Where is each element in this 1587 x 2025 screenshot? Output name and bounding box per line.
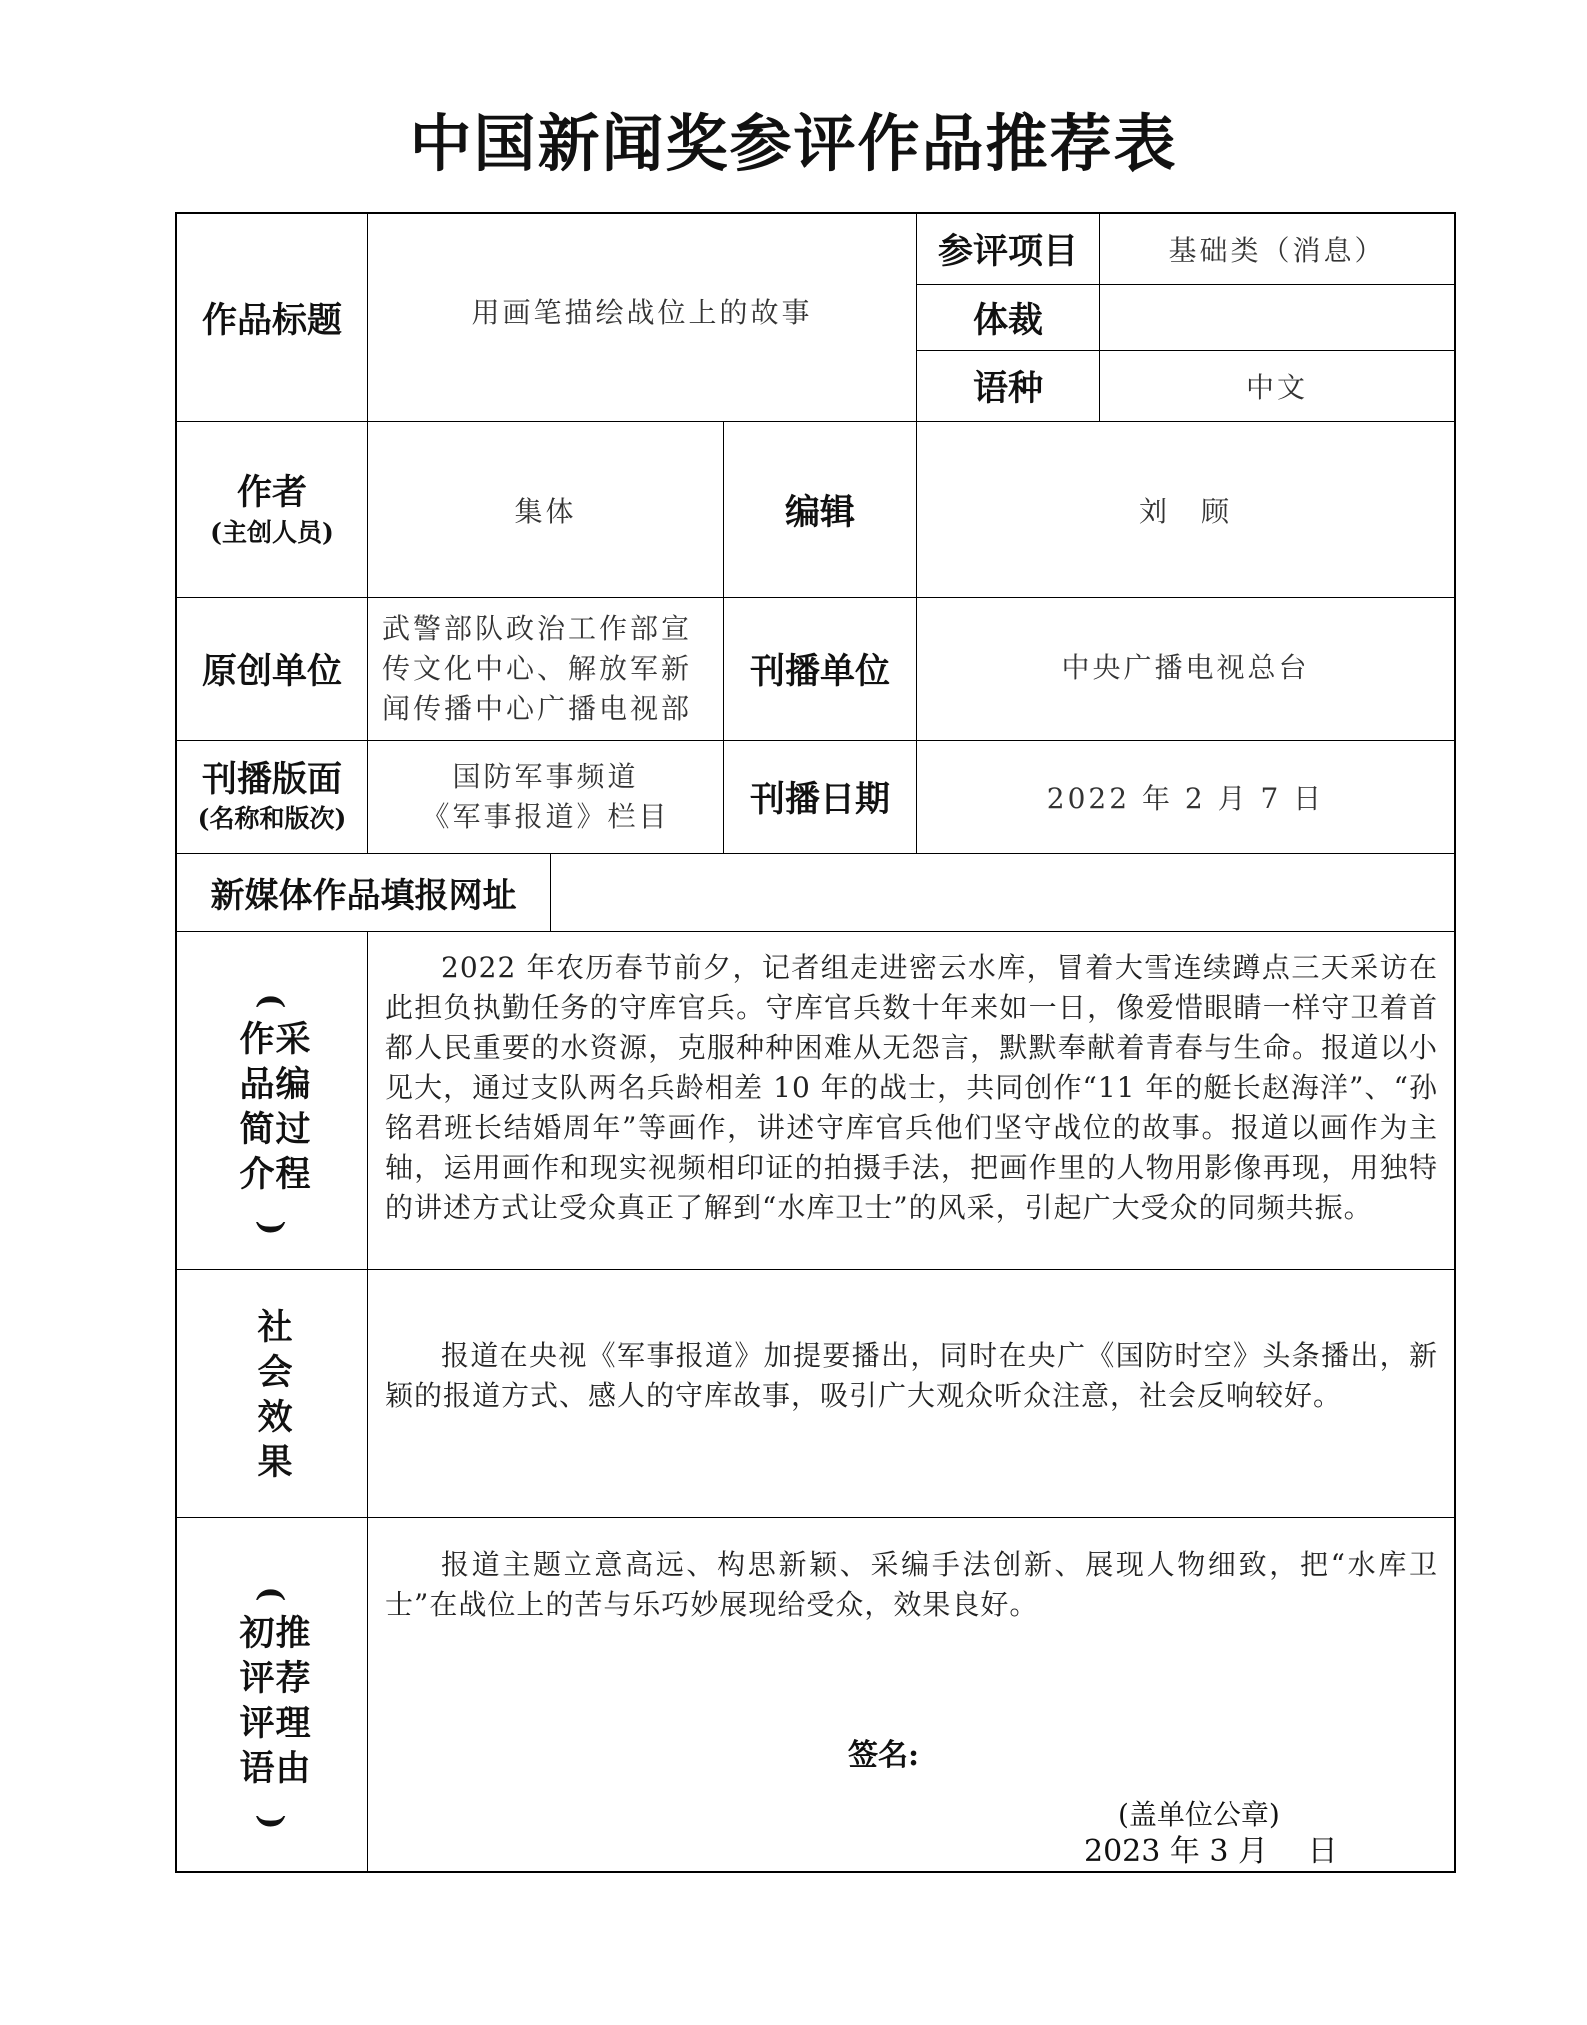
broadcast-section-line: 国防军事频道	[452, 760, 639, 793]
recommendation-label-col1: 初评评语	[234, 1614, 275, 1794]
social-effect-text: 报道在央视《军事报道》加提要播出，同时在央广《国防时空》头条播出，新颖的报道方式、感人的守库故事，吸引广大观众听众注意，社会反响较好。	[385, 1339, 1438, 1412]
paren-open: (	[253, 993, 291, 1009]
author-label-cell	[177, 422, 367, 597]
work-title-value: 用画笔描绘战位上的故事	[471, 295, 813, 329]
broadcast-section-label: 刊播版面	[201, 759, 342, 800]
work-title-label: 作品标题	[201, 299, 342, 341]
paren-open: (	[253, 1586, 291, 1602]
editor-value: 刘 顾	[1138, 494, 1232, 528]
intro-label-col2: 采编过程	[270, 1020, 311, 1200]
language-label: 语种	[972, 368, 1043, 409]
recommendation-text: 报道主题立意高远、构思新颖、采编手法创新、展现人物细致，把“水库卫士”在战位上的苦与乐巧妙展现给受众，效果良好。	[385, 1548, 1438, 1621]
page-title: 中国新闻奖参评作品推荐表	[409, 107, 1178, 180]
category-value: 基础类（消息）	[1168, 234, 1386, 267]
category-label: 参评项目	[937, 231, 1078, 272]
language-value: 中文	[1245, 371, 1308, 404]
broadcast-section-line: 《军事报道》栏目	[421, 800, 670, 833]
recommendation-label-col2: 推荐理由	[270, 1614, 311, 1794]
genre-label: 体裁	[972, 299, 1043, 341]
broadcast-unit-value: 中央广播电视总台	[1061, 651, 1310, 684]
social-effect-label: 社会效果	[252, 1308, 293, 1488]
new-media-url-label: 新媒体作品填报网址	[210, 876, 517, 916]
seal-label: (盖单位公章)	[1118, 1798, 1280, 1831]
author-value: 集体	[514, 494, 577, 528]
signature-label: 签名:	[848, 1738, 920, 1773]
editor-label: 编辑	[784, 491, 855, 533]
broadcast-section-label-cell	[177, 741, 367, 853]
original-unit-line: 闻传播中心广播电视部	[382, 692, 693, 725]
intro-text: 2022 年农历春节前夕，记者组走进密云水库，冒着大雪连续蹲点三天采访在此担负执勤任务的守库官兵。守库官兵数十年来如一日，像爱惜眼睛一样守卫着首都人民重要的水资源，克服种种困难从无怨言，默默奉献着青春与生命。报道以小见大，通过支队两名兵龄相差 10 年的战士，共同创作“11 年的艇长赵海洋”、“孙铭君班长结婚周年”等画作，讲述守库官兵他们坚守战位的故事。报道以画作为主轴，运用画作和现实视频相印证的拍摄手法，把画作里的人物用影像再现，用独特的讲述方式让受众真正了解到“水库卫士”的风采，引起广大受众的同频共振。	[385, 951, 1438, 1224]
paren-close: )	[253, 1814, 291, 1830]
intro-label-col1: 作品简介	[234, 1020, 275, 1200]
new-media-url-value	[551, 854, 1454, 931]
author-sublabel: (主创人员)	[210, 517, 334, 547]
broadcast-section-sublabel: (名称和版次)	[197, 804, 347, 833]
original-unit-line: 武警部队政治工作部宣	[382, 612, 693, 645]
original-unit-value	[368, 598, 723, 740]
broadcast-date-label: 刊播日期	[749, 779, 890, 820]
broadcast-unit-label: 刊播单位	[749, 651, 890, 692]
original-unit-line: 传文化中心、解放军新	[382, 652, 693, 685]
broadcast-date-value: 2022 年 2 月 7 日	[1046, 782, 1325, 815]
broadcast-section-value	[368, 741, 723, 853]
paren-close: )	[253, 1220, 291, 1236]
genre-value	[1100, 285, 1454, 350]
signature-date: 2023 年 3 月 日	[1084, 1834, 1338, 1869]
author-label: 作者	[236, 471, 307, 513]
original-unit-label: 原创单位	[201, 651, 342, 692]
